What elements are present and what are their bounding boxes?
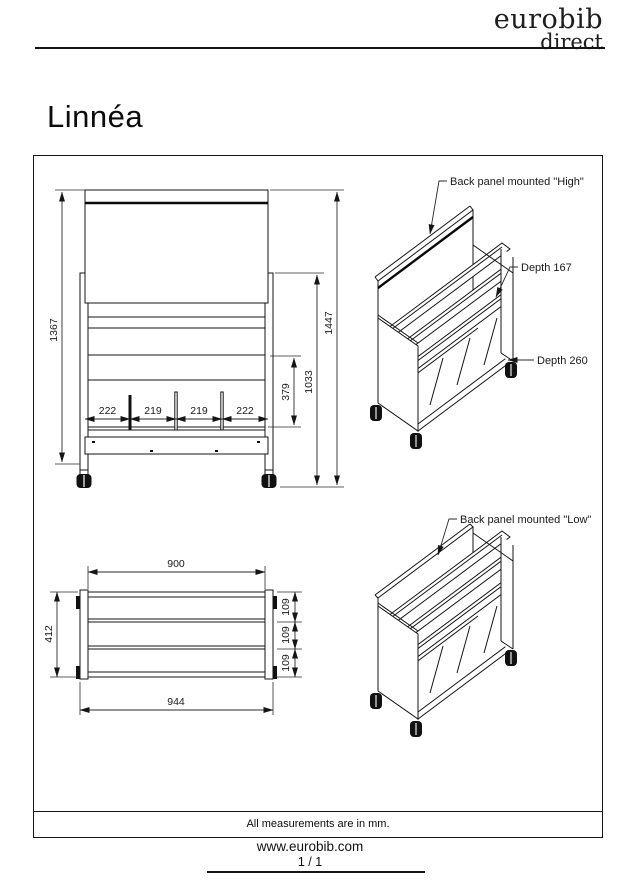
- bottom-rail: [85, 437, 268, 454]
- top-plan-view: [43, 558, 302, 715]
- dim-label-109-3: 109: [280, 654, 292, 672]
- dim-label-412: 412: [43, 625, 55, 643]
- page-number: 1 / 1: [297, 855, 323, 869]
- header-divider: [35, 47, 605, 49]
- logo-text-direct: direct: [540, 30, 603, 54]
- back-panel: [85, 190, 268, 303]
- dim-label-1033: 1033: [303, 370, 315, 394]
- technical-drawing: [34, 156, 602, 812]
- dim-label-109-2: 109: [280, 626, 292, 644]
- page-footer: [0, 839, 620, 873]
- caster-marks: [76, 596, 277, 679]
- front-elevation-view: [48, 190, 344, 488]
- dim-label-slot-2: 219: [144, 405, 162, 417]
- dim-label-109-1: 109: [280, 598, 292, 616]
- product-title: Linnéa: [47, 99, 144, 134]
- drawing-frame: [33, 155, 603, 838]
- left-side-panel-iso-low: [378, 603, 418, 719]
- dim-label-379: 379: [280, 383, 292, 401]
- dim-label-slot-1: 222: [98, 405, 117, 417]
- annotation-depth-260: [508, 355, 588, 367]
- annotation-label-back-high: Back panel mounted "High": [450, 176, 584, 188]
- logo-text-eurobib: eurobib: [493, 4, 603, 35]
- dim-label-944: 944: [167, 696, 185, 708]
- dim-label-1367: 1367: [48, 318, 60, 342]
- footer-divider: [207, 871, 425, 873]
- dim-label-slot-3: 219: [190, 405, 208, 417]
- kick-rail-low: [418, 641, 513, 719]
- left-side-panel-top: [80, 590, 88, 679]
- right-caster: [262, 470, 277, 488]
- annotation-label-back-low: Back panel mounted "Low": [460, 514, 592, 526]
- measurements-note: All measurements are in mm.: [34, 811, 602, 837]
- eurobib-logo: [493, 4, 603, 54]
- left-caster: [77, 470, 92, 488]
- right-side-panel-top: [265, 590, 273, 679]
- annotation-label-depth-167: Depth 167: [521, 262, 572, 274]
- kick-rail: [418, 353, 513, 431]
- iso-view-back-panel-high: [370, 206, 530, 449]
- leader-line: [430, 181, 447, 234]
- shelf-edges: [88, 592, 265, 677]
- dim-label-1447: 1447: [323, 311, 335, 335]
- annotation-label-depth-260: Depth 260: [537, 355, 588, 367]
- iso-view-back-panel-low: [370, 524, 530, 737]
- dim-label-900: 900: [167, 558, 185, 570]
- dim-label-slot-4: 222: [236, 405, 254, 417]
- website-text: www.eurobib.com: [256, 839, 364, 854]
